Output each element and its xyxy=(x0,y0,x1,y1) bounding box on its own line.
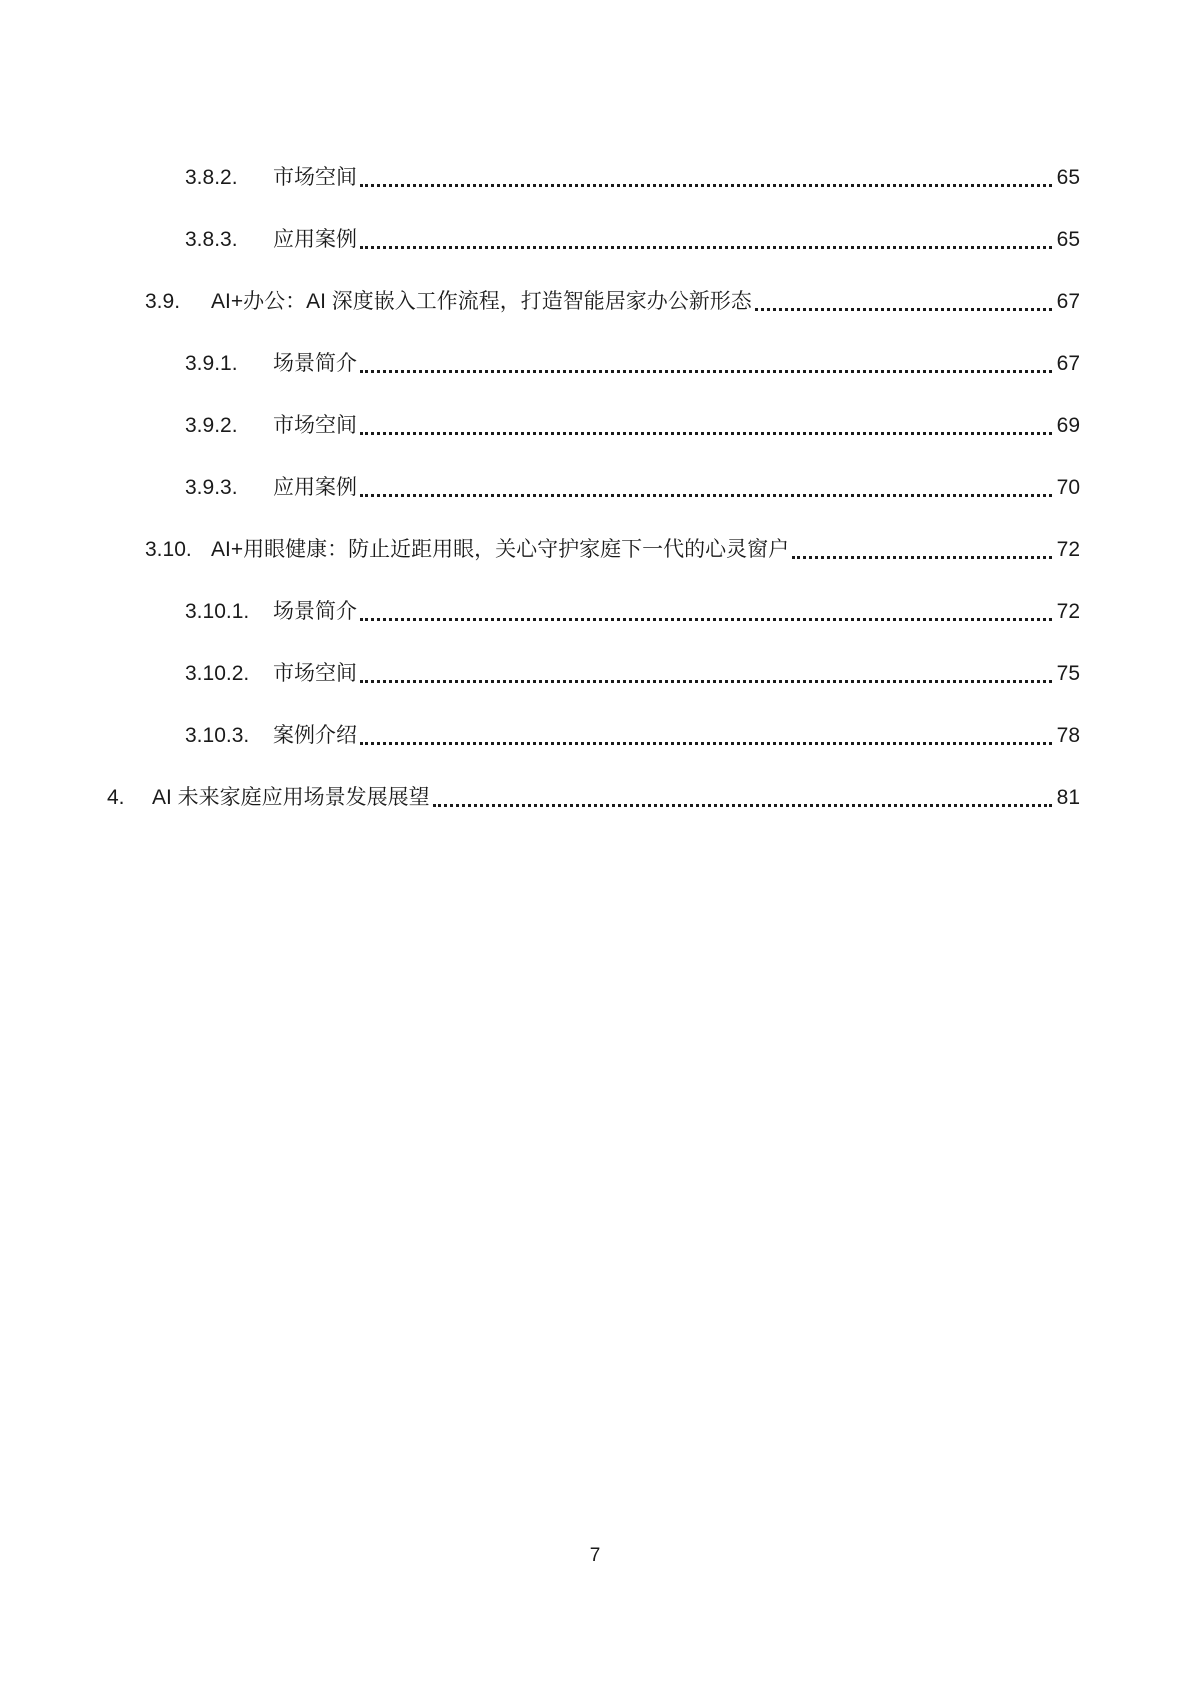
toc-entry-number: 3.9. xyxy=(145,290,181,313)
toc-entry-number: 4. xyxy=(107,786,125,809)
toc-dot-leader xyxy=(360,494,1052,497)
toc-entry-title: AI+办公：AI 深度嵌入工作流程，打造智能居家办公新形态 xyxy=(211,290,752,313)
toc-entry-number: 3.10. xyxy=(145,538,192,561)
toc-entry-number: 3.10.2. xyxy=(185,662,250,685)
toc-entry-title: 市场空间 xyxy=(273,166,357,189)
toc-entry[interactable] xyxy=(107,599,1080,625)
toc-dot-leader xyxy=(360,184,1052,187)
toc-dot-leader xyxy=(360,680,1052,683)
toc-page-number: 72 xyxy=(1056,600,1080,623)
toc-dot-leader xyxy=(433,804,1052,807)
toc-page-number: 65 xyxy=(1056,228,1080,251)
toc-dot-leader xyxy=(755,308,1052,311)
toc-entry-number: 3.9.2. xyxy=(185,414,238,437)
toc-dot-leader xyxy=(792,556,1052,559)
toc-entry-number: 3.8.3. xyxy=(185,228,238,251)
toc-dot-leader xyxy=(360,618,1052,621)
toc-entry-title: 市场空间 xyxy=(273,662,357,685)
toc-entry-title: 应用案例 xyxy=(273,228,357,251)
toc-entry-title: 场景简介 xyxy=(273,352,357,375)
toc-entry[interactable] xyxy=(107,227,1080,253)
toc-page-number: 67 xyxy=(1056,290,1080,313)
toc-entry-number: 3.10.3. xyxy=(185,724,250,747)
toc-entry-number: 3.10.1. xyxy=(185,600,250,623)
toc-entry-title: AI 未来家庭应用场景发展展望 xyxy=(152,786,430,809)
toc-entry-title: 市场空间 xyxy=(273,414,357,437)
toc-entry[interactable] xyxy=(107,165,1080,191)
toc-page-number: 65 xyxy=(1056,166,1080,189)
toc-page-number: 75 xyxy=(1056,662,1080,685)
toc-dot-leader xyxy=(360,742,1052,745)
toc-entry[interactable] xyxy=(107,413,1080,439)
toc-entry[interactable] xyxy=(107,289,1080,315)
toc-entry[interactable] xyxy=(107,661,1080,687)
toc-dot-leader xyxy=(360,370,1052,373)
footer-page-number: 7 xyxy=(589,1545,601,1566)
toc-entry[interactable] xyxy=(107,537,1080,563)
toc-dot-leader xyxy=(360,432,1052,435)
toc-page-number: 67 xyxy=(1056,352,1080,375)
toc-page-number: 70 xyxy=(1056,476,1080,499)
toc-entry[interactable] xyxy=(107,475,1080,501)
toc-entry-title: 案例介绍 xyxy=(273,724,357,747)
toc-page-number: 78 xyxy=(1056,724,1080,747)
toc-entry-title: 场景简介 xyxy=(273,600,357,623)
toc-entry[interactable] xyxy=(107,351,1080,377)
toc-page-number: 69 xyxy=(1056,414,1080,437)
toc-page-number: 72 xyxy=(1056,538,1080,561)
toc-dot-leader xyxy=(360,246,1052,249)
toc-entry-title: AI+用眼健康：防止近距用眼，关心守护家庭下一代的心灵窗户 xyxy=(211,538,790,561)
toc-entry[interactable] xyxy=(107,785,1080,811)
toc-entry-number: 3.9.1. xyxy=(185,352,238,375)
toc-entry[interactable] xyxy=(107,723,1080,749)
toc-entry-title: 应用案例 xyxy=(273,476,357,499)
toc-page-number: 81 xyxy=(1056,786,1080,809)
toc-entry-number: 3.8.2. xyxy=(185,166,238,189)
toc-entry-number: 3.9.3. xyxy=(185,476,238,499)
table-of-contents xyxy=(107,165,1080,847)
